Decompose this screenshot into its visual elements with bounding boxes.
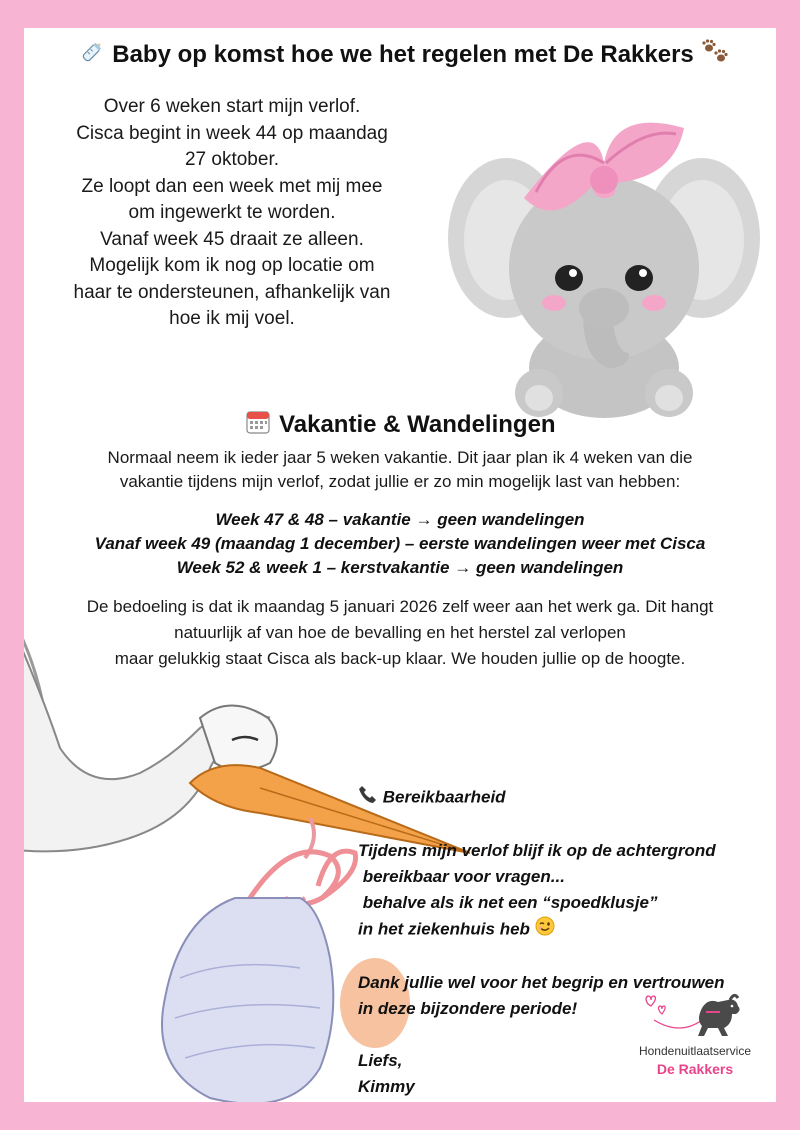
page-border (0, 0, 24, 1130)
baby-bottle-icon (78, 38, 106, 73)
schedule-item: Week 47 & 48 – vakantie → geen wandelingen (215, 510, 585, 529)
vacation-intro-line: Normaal neem ik ieder jaar 5 weken vakantie. Dit jaar plan ik 4 weken van die (107, 448, 693, 467)
calendar-icon (244, 408, 272, 443)
vacation-intro-line: vakantie tijdens mijn verlof, zodat jullie er zo min mogelijk last van hebben: (119, 472, 681, 491)
return-plan-line: De bedoeling is dat ik maandag 5 januari 2026 zelf weer aan het werk ga. Dit hangt (86, 597, 714, 616)
flyer-page (24, 28, 776, 1102)
signoff: Liefs, (358, 1051, 403, 1070)
intro-line: haar te ondersteunen, afhankelijk van (73, 281, 391, 303)
vacation-heading-text: Vakantie & Wandelingen (279, 410, 556, 438)
winking-face-icon (535, 916, 555, 944)
contact-line-with-emoji (358, 916, 776, 944)
intro-line: Cisca begint in week 44 op maandag (76, 122, 388, 144)
contact-line: in het ziekenhuis heb (358, 919, 530, 939)
dog-with-hearts-logo (620, 990, 770, 1042)
contact-heading (358, 784, 776, 812)
return-plan-line: maar gelukkig staat Cisca als back-up klaar. We houden jullie op de hoogte. (114, 649, 686, 668)
intro-line: Ze loopt dan een week met mij mee (81, 175, 383, 197)
contact-line: behalve als ik net een “spoedklusje” (358, 893, 658, 912)
baby-elephant-illustration (444, 68, 764, 418)
schedule-item: Vanaf week 49 (maandag 1 december) – eerste wandelingen weer met Cisca (94, 534, 706, 553)
vacation-heading (24, 408, 776, 443)
intro-line: om ingewerkt te worden. (128, 202, 336, 223)
thanks-line: Dank jullie wel voor het begrip en vertrouwen (358, 973, 725, 992)
intro-line: 27 oktober. (184, 149, 280, 170)
brand-logo (620, 990, 770, 1085)
logo-brand-name: De Rakkers (656, 1061, 734, 1077)
logo-tagline: Hondenuitlaatservice (638, 1044, 752, 1058)
intro-line: Over 6 weken start mijn verlof. (103, 96, 361, 117)
thanks-line: in deze bijzondere periode! (358, 999, 578, 1018)
intro-line: Mogelijk kom ik nog op locatie om (89, 255, 375, 276)
page-title-text: Baby op komst hoe we het regelen met De Rakkers (112, 40, 694, 68)
return-plan-line: natuurlijk af van hoe de bevalling en het herstel zal verlopen (174, 623, 626, 642)
signature-name: Kimmy (358, 1077, 415, 1096)
intro-paragraph (42, 94, 422, 333)
contact-line: Tijdens mijn verlof blijf ik op de achtergrond (358, 841, 716, 860)
vacation-schedule (24, 508, 776, 580)
contact-line: bereikbaar voor vragen... (358, 867, 565, 886)
contact-heading-text: Bereikbaarheid (382, 787, 506, 807)
vacation-intro (24, 446, 776, 494)
telephone-icon (358, 784, 378, 812)
intro-line: hoe ik mij voel. (169, 308, 295, 329)
intro-line: Vanaf week 45 draait ze alleen. (100, 228, 364, 250)
schedule-item: Week 52 & week 1 – kerstvakantie → geen wandelingen (176, 558, 624, 577)
